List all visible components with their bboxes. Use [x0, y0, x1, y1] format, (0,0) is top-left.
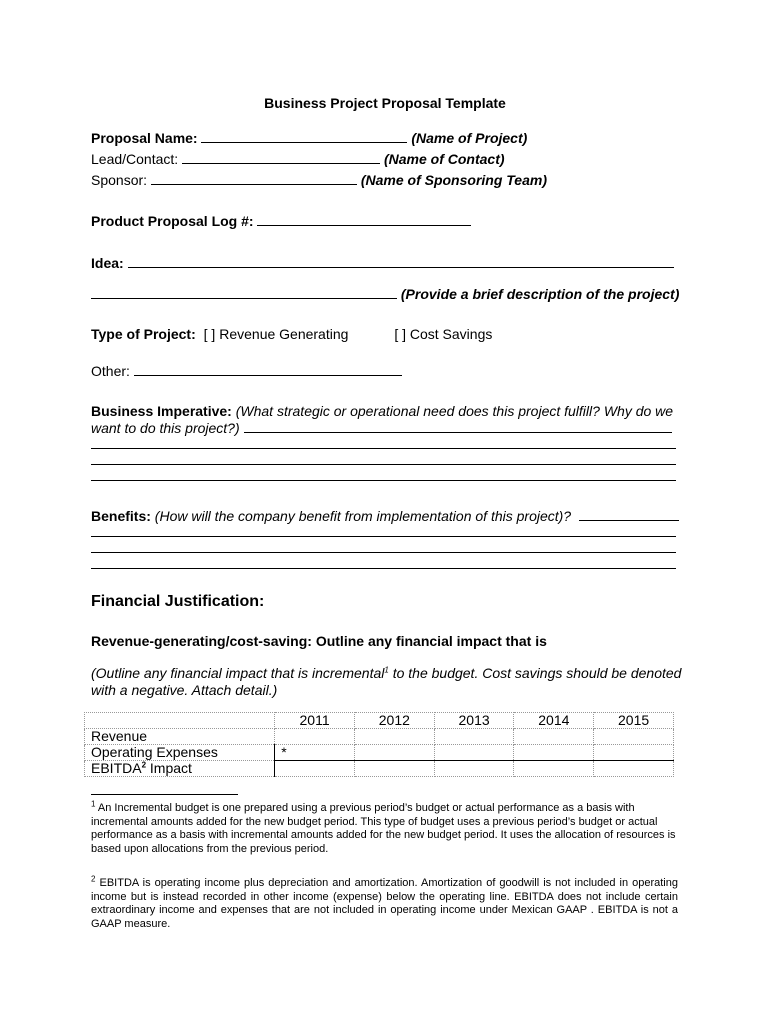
table-cell[interactable]: [354, 729, 434, 745]
benefits-field[interactable]: [579, 507, 679, 521]
benefits-question: (How will the company benefit from implementation of this project)?: [150, 508, 572, 524]
footnote-ref-2[interactable]: 2: [141, 760, 147, 770]
proposal-log-row: [91, 212, 471, 229]
revenue-generating-checkbox[interactable]: [ ]: [203, 326, 216, 342]
lead-contact-hint: (Name of Contact): [383, 151, 505, 167]
other-label: Other:: [91, 363, 134, 379]
imperative-row-2: [91, 419, 672, 436]
table-cell[interactable]: [275, 729, 355, 745]
ebitda-suffix: Impact: [146, 760, 192, 776]
idea-row: [91, 254, 674, 271]
table-cell[interactable]: [514, 761, 594, 777]
table-row: [85, 761, 674, 777]
row-label-revenue: Revenue: [85, 729, 275, 745]
proposal-name-hint: (Name of Project): [411, 130, 528, 146]
imperative-question-1: (What strategic or operational need does this project fulfill? Why do we: [231, 403, 674, 419]
row-label-operating-expenses: Operating Expenses: [85, 745, 275, 761]
idea-field-2[interactable]: [91, 285, 397, 299]
benefits-line-2[interactable]: [91, 552, 676, 553]
imperative-label: Business Imperative:: [91, 403, 232, 419]
proposal-name-row: [91, 129, 527, 146]
idea-hint: (Provide a brief description of the project): [400, 286, 680, 302]
proposal-name-field[interactable]: [201, 129, 407, 143]
financial-note-line-1: [91, 665, 681, 681]
lead-contact-row: [91, 150, 505, 167]
cost-savings-label: Cost Savings: [409, 326, 493, 342]
table-cell[interactable]: [594, 729, 674, 745]
benefits-line-3[interactable]: [91, 568, 676, 569]
other-field[interactable]: [134, 362, 402, 376]
proposal-log-field[interactable]: [257, 212, 471, 226]
proposal-name-label: Proposal Name:: [91, 130, 202, 146]
benefits-label: Benefits:: [91, 508, 151, 524]
footnote-separator: [91, 794, 238, 795]
idea-label: Idea:: [91, 255, 124, 271]
lead-contact-field[interactable]: [182, 150, 380, 164]
benefits-row: [91, 507, 679, 524]
table-row: [85, 745, 674, 761]
financial-note-line-2: with a negative. Attach detail.): [91, 682, 278, 698]
footnote-ref-1[interactable]: 1: [384, 665, 389, 675]
financial-heading: Financial Justification:: [91, 593, 265, 610]
table-cell[interactable]: [514, 729, 594, 745]
footnote-1: [91, 799, 678, 856]
table-cell[interactable]: *: [275, 745, 355, 761]
imperative-question-2: want to do this project?): [91, 420, 240, 436]
financial-note-part1: (Outline any financial impact that is incremental: [91, 665, 385, 681]
year-header: 2014: [514, 713, 594, 729]
imperative-line-1[interactable]: [91, 448, 676, 449]
imperative-row-1: [91, 403, 673, 419]
financial-note-part2: to the budget. Cost savings should be denoted: [388, 665, 682, 681]
lead-contact-label: Lead/Contact:: [91, 151, 183, 167]
table-cell[interactable]: [594, 745, 674, 761]
table-cell[interactable]: [434, 761, 514, 777]
row-label-ebitda: [85, 761, 275, 777]
table-cell[interactable]: [434, 729, 514, 745]
project-type-row: [91, 326, 492, 342]
footnote-1-number: 1: [91, 799, 96, 809]
year-header: 2012: [354, 713, 434, 729]
sponsor-row: [91, 171, 547, 188]
table-cell[interactable]: [275, 761, 355, 777]
imperative-field[interactable]: [244, 419, 672, 433]
sponsor-label: Sponsor:: [91, 172, 151, 188]
table-header-blank: [85, 713, 275, 729]
other-row: [91, 362, 402, 379]
idea-row-2: [91, 285, 679, 302]
table-row: [85, 729, 674, 745]
revenue-generating-label: Revenue Generating: [219, 326, 349, 342]
financial-subheading: Revenue-generating/cost-saving: Outline any financial impact that is: [91, 633, 547, 649]
sponsor-field[interactable]: [151, 171, 357, 185]
footnote-2-number: 2: [91, 874, 96, 884]
table-cell[interactable]: [354, 761, 434, 777]
year-header: 2011: [275, 713, 355, 729]
ebitda-label: EBITDA: [91, 760, 142, 776]
sponsor-hint: (Name of Sponsoring Team): [360, 172, 547, 188]
year-header: 2013: [434, 713, 514, 729]
document-title: Business Project Proposal Template: [264, 95, 506, 111]
cost-savings-checkbox[interactable]: [ ]: [394, 326, 406, 342]
imperative-line-2[interactable]: [91, 464, 676, 465]
imperative-line-3[interactable]: [91, 480, 676, 481]
table-header-row: [85, 713, 674, 729]
table-cell[interactable]: [514, 745, 594, 761]
financial-table: [84, 712, 674, 777]
table-cell[interactable]: [434, 745, 514, 761]
table-cell[interactable]: [354, 745, 434, 761]
footnote-1-text: An Incremental budget is one prepared using a previous period’s budget or actual performance as a basis with incremental amounts added for the new budget period. This type of budget uses a previous period’s budget or actual performance as a basis with incremental amounts added for the new budget period. It uses the allocation of resources is based upon allocations from the previous period.: [91, 802, 676, 855]
benefits-line-1[interactable]: [91, 536, 676, 537]
project-type-label: Type of Project:: [91, 326, 196, 342]
proposal-log-label: Product Proposal Log #:: [91, 213, 258, 229]
footnote-2: [91, 874, 678, 931]
year-header: 2015: [594, 713, 674, 729]
table-cell[interactable]: [594, 761, 674, 777]
idea-field[interactable]: [128, 254, 674, 268]
footnote-2-text: EBITDA is operating income plus depreciation and amortization. Amortization of goodwill is not included in operating income but is instead recorded in other income (expense) below the operating line. EBITDA does not include certain extraordinary income and expenses that are not included in operating income under Mexican GAAP . EBITDA is not a GAAP measure.: [91, 877, 678, 930]
